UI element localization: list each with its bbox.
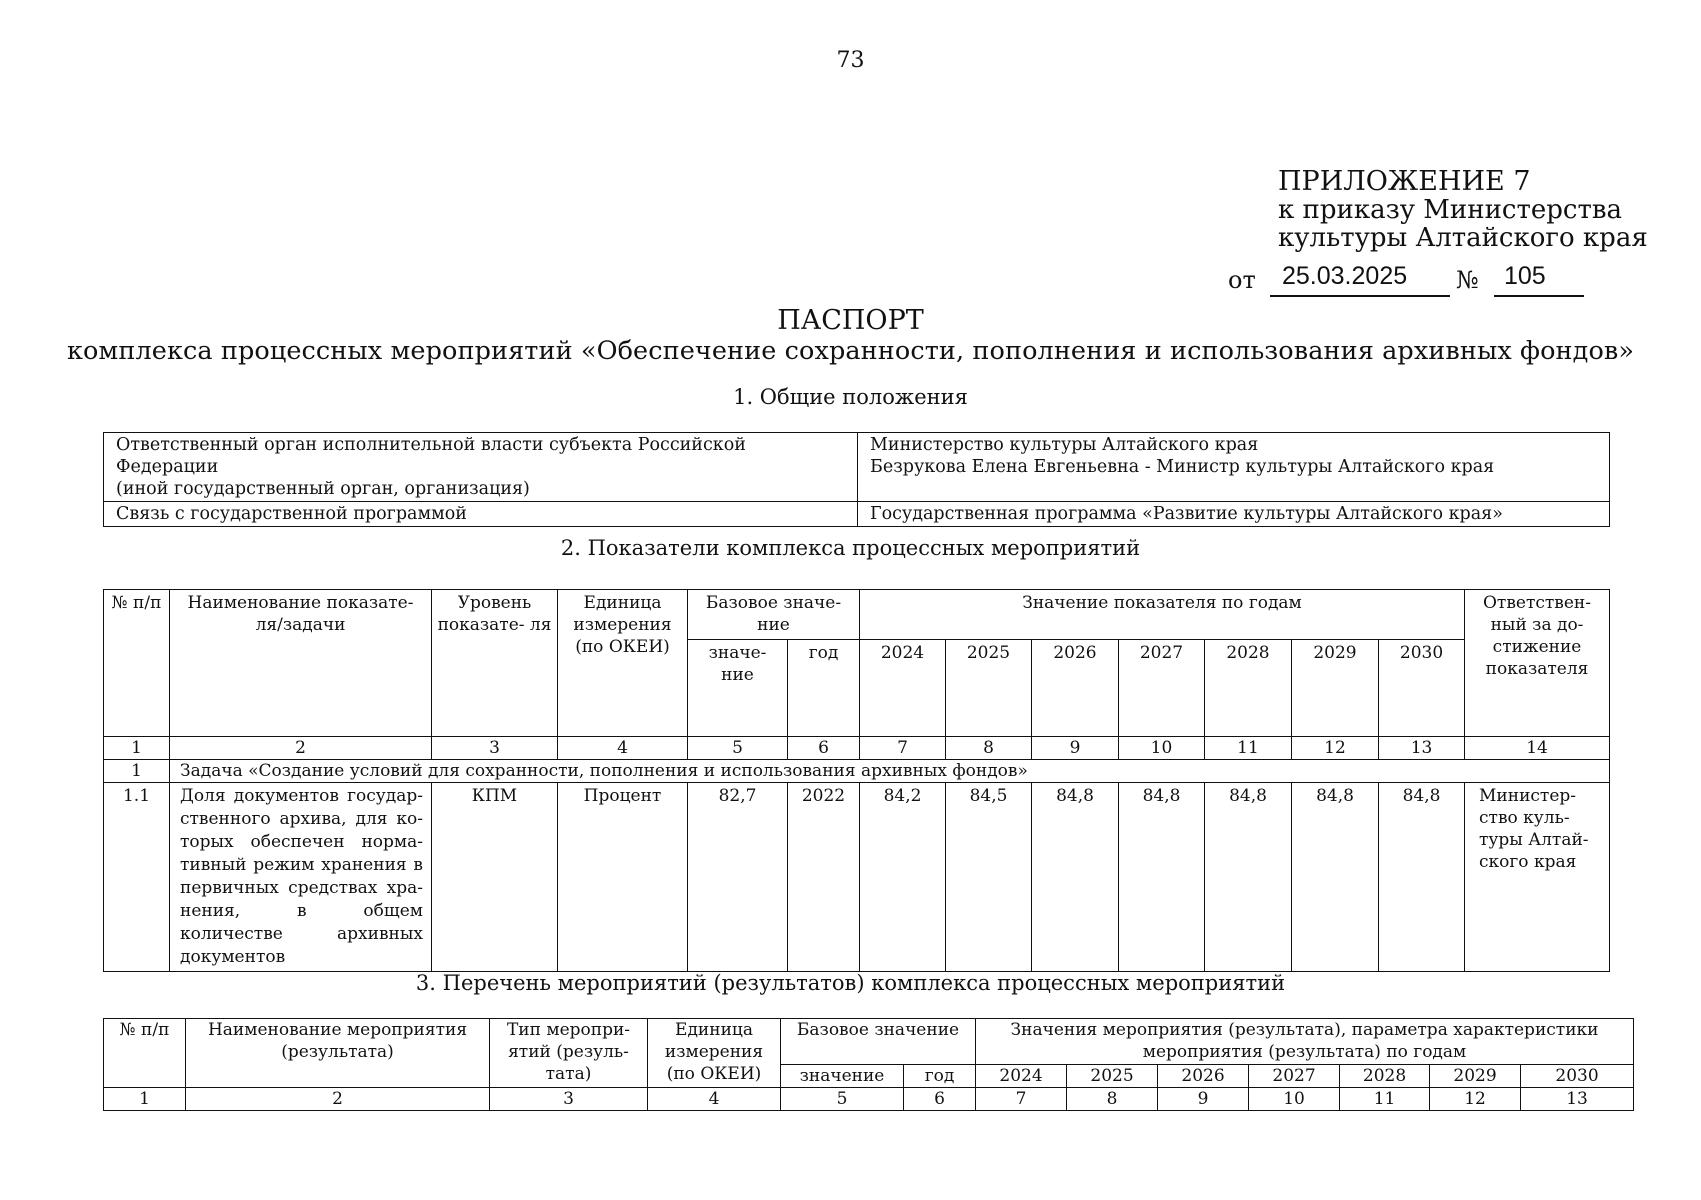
- indicator-value: 84,8: [1292, 783, 1379, 972]
- column-number: 1: [104, 1088, 186, 1111]
- header-base: Базовое значение: [781, 1019, 976, 1065]
- header-year: 2028: [1205, 640, 1292, 737]
- responsible-body-value-line-1: Министерство культуры Алтайского края: [870, 435, 1259, 455]
- indicator-value: 84,8: [1032, 783, 1119, 972]
- appendix-title: ПРИЛОЖЕНИЕ 7: [1278, 166, 1531, 197]
- column-number: 7: [860, 737, 946, 760]
- header-level: Уровень показате- ля: [432, 590, 558, 737]
- indicator-level: КПМ: [432, 783, 558, 972]
- indicator-unit: Процент: [558, 783, 688, 972]
- column-number: 2: [170, 737, 432, 760]
- indicator-row: [104, 783, 1610, 972]
- responsible-body-label-line-1: Ответственный орган исполнительной власти субъекта Российской Федерации: [116, 435, 746, 477]
- page-number: 73: [836, 48, 865, 73]
- column-number: 6: [788, 737, 860, 760]
- column-number: 3: [490, 1088, 648, 1111]
- header-year: 2027: [1119, 640, 1205, 737]
- header-by-years: Значение показателя по годам: [860, 590, 1465, 640]
- section-2-title: 2. Показатели комплекса процессных мероприятий: [560, 536, 1141, 560]
- header-base-year: год: [788, 640, 860, 737]
- program-link-label: Связь с государственной программой: [104, 502, 858, 527]
- table-cell: [858, 433, 1610, 502]
- order-number-label: №: [1456, 266, 1479, 294]
- column-number: 6: [904, 1088, 976, 1111]
- header-type: Тип меропри- ятий (резуль- тата): [490, 1019, 648, 1088]
- header-base: Базовое значе- ние: [688, 590, 860, 640]
- column-number: 12: [1430, 1088, 1521, 1111]
- column-number-row: [104, 1088, 1634, 1111]
- header-year: 2029: [1430, 1065, 1521, 1088]
- header-base-value: значение: [781, 1065, 904, 1088]
- indicator-num: 1.1: [104, 783, 170, 972]
- appendix-header: [1278, 168, 1648, 252]
- appendix-line-3: культуры Алтайского края: [1278, 223, 1648, 253]
- column-number: 7: [976, 1088, 1067, 1111]
- order-date-label: от: [1228, 266, 1256, 294]
- indicator-value: 84,8: [1379, 783, 1465, 972]
- header-year: 2027: [1249, 1065, 1340, 1088]
- column-number: 13: [1521, 1088, 1634, 1111]
- column-number: 8: [946, 737, 1032, 760]
- column-number: 12: [1292, 737, 1379, 760]
- header-year: 2025: [1067, 1065, 1158, 1088]
- task-num: 1: [104, 760, 170, 783]
- column-number: 8: [1067, 1088, 1158, 1111]
- header-num: № п/п: [104, 590, 170, 737]
- program-link-value: Государственная программа «Развитие культуры Алтайского края»: [858, 502, 1610, 527]
- column-number-row: [104, 737, 1610, 760]
- indicator-base-year: 2022: [788, 783, 860, 972]
- document-title: ПАСПОРТ: [777, 305, 924, 336]
- header-row: [104, 590, 1610, 640]
- column-number: 5: [781, 1088, 904, 1111]
- header-year: 2028: [1340, 1065, 1430, 1088]
- header-name: Наименование показате- ля/задачи: [170, 590, 432, 737]
- task-row: [104, 760, 1610, 783]
- header-year: 2030: [1521, 1065, 1634, 1088]
- task-text: Задача «Создание условий для сохранности, пополнения и использования архивных фондов»: [170, 760, 1610, 783]
- table-cell: [104, 433, 858, 502]
- header-year: 2025: [946, 640, 1032, 737]
- column-number: 10: [1249, 1088, 1340, 1111]
- order-reference: [1228, 262, 1588, 302]
- header-responsible: Ответствен- ный за до- стижение показателя: [1465, 590, 1610, 737]
- indicator-responsible: Министер- ство куль- туры Алтай- ского края: [1465, 783, 1610, 972]
- column-number: 1: [104, 737, 170, 760]
- column-number: 9: [1158, 1088, 1249, 1111]
- header-year: 2024: [860, 640, 946, 737]
- header-base-value: значе- ние: [688, 640, 788, 737]
- header-year: 2026: [1158, 1065, 1249, 1088]
- section-1-title: 1. Общие положения: [733, 385, 968, 409]
- document-subtitle: комплекса процессных мероприятий «Обеспечение сохранности, пополнения и использования архивных фондов»: [66, 336, 1635, 366]
- section-3-title: 3. Перечень мероприятий (результатов) комплекса процессных мероприятий: [415, 971, 1286, 995]
- indicator-value: 84,2: [860, 783, 946, 972]
- indicators-table: [103, 589, 1610, 972]
- header-year: 2030: [1379, 640, 1465, 737]
- column-number: 4: [648, 1088, 781, 1111]
- header-base-year: год: [904, 1065, 976, 1088]
- column-number: 4: [558, 737, 688, 760]
- column-number: 14: [1465, 737, 1610, 760]
- column-number: 11: [1340, 1088, 1430, 1111]
- header-num: № п/п: [104, 1019, 186, 1088]
- header-year: 2029: [1292, 640, 1379, 737]
- indicator-name: Доля документов государ- ственного архива, для ко- торых обеспечен норма- тивный режим хранения в первичных средствах хра- нения, в общем количестве архивных документов: [170, 783, 432, 972]
- column-number: 10: [1119, 737, 1205, 760]
- table-row: [104, 502, 1610, 527]
- activities-table: [103, 1018, 1634, 1111]
- column-number: 13: [1379, 737, 1465, 760]
- column-number: 5: [688, 737, 788, 760]
- responsible-body-label-line-2: (иной государственный орган, организация): [116, 479, 530, 499]
- header-year: 2024: [976, 1065, 1067, 1088]
- indicator-value: 84,5: [946, 783, 1032, 972]
- indicator-value: 84,8: [1205, 783, 1292, 972]
- table-row: [104, 433, 1610, 502]
- appendix-line-2: к приказу Министерства: [1278, 195, 1622, 225]
- header-unit: Единица измерения (по ОКЕИ): [648, 1019, 781, 1088]
- column-number: 11: [1205, 737, 1292, 760]
- order-date: 25.03.2025: [1270, 262, 1450, 297]
- header-unit: Единица измерения (по ОКЕИ): [558, 590, 688, 737]
- general-info-table: [103, 432, 1610, 527]
- header-name: Наименование мероприятия (результата): [186, 1019, 490, 1088]
- column-number: 3: [432, 737, 558, 760]
- order-number: 105: [1494, 262, 1584, 297]
- indicator-value: 84,8: [1119, 783, 1205, 972]
- indicator-base-value: 82,7: [688, 783, 788, 972]
- responsible-body-value-line-2: Безрукова Елена Евгеньевна - Министр культуры Алтайского края: [870, 457, 1495, 477]
- header-year: 2026: [1032, 640, 1119, 737]
- header-row: [104, 1019, 1634, 1065]
- header-by-years: Значения мероприятия (результата), параметра характеристики мероприятия (результата) по годам: [976, 1019, 1634, 1065]
- column-number: 9: [1032, 737, 1119, 760]
- column-number: 2: [186, 1088, 490, 1111]
